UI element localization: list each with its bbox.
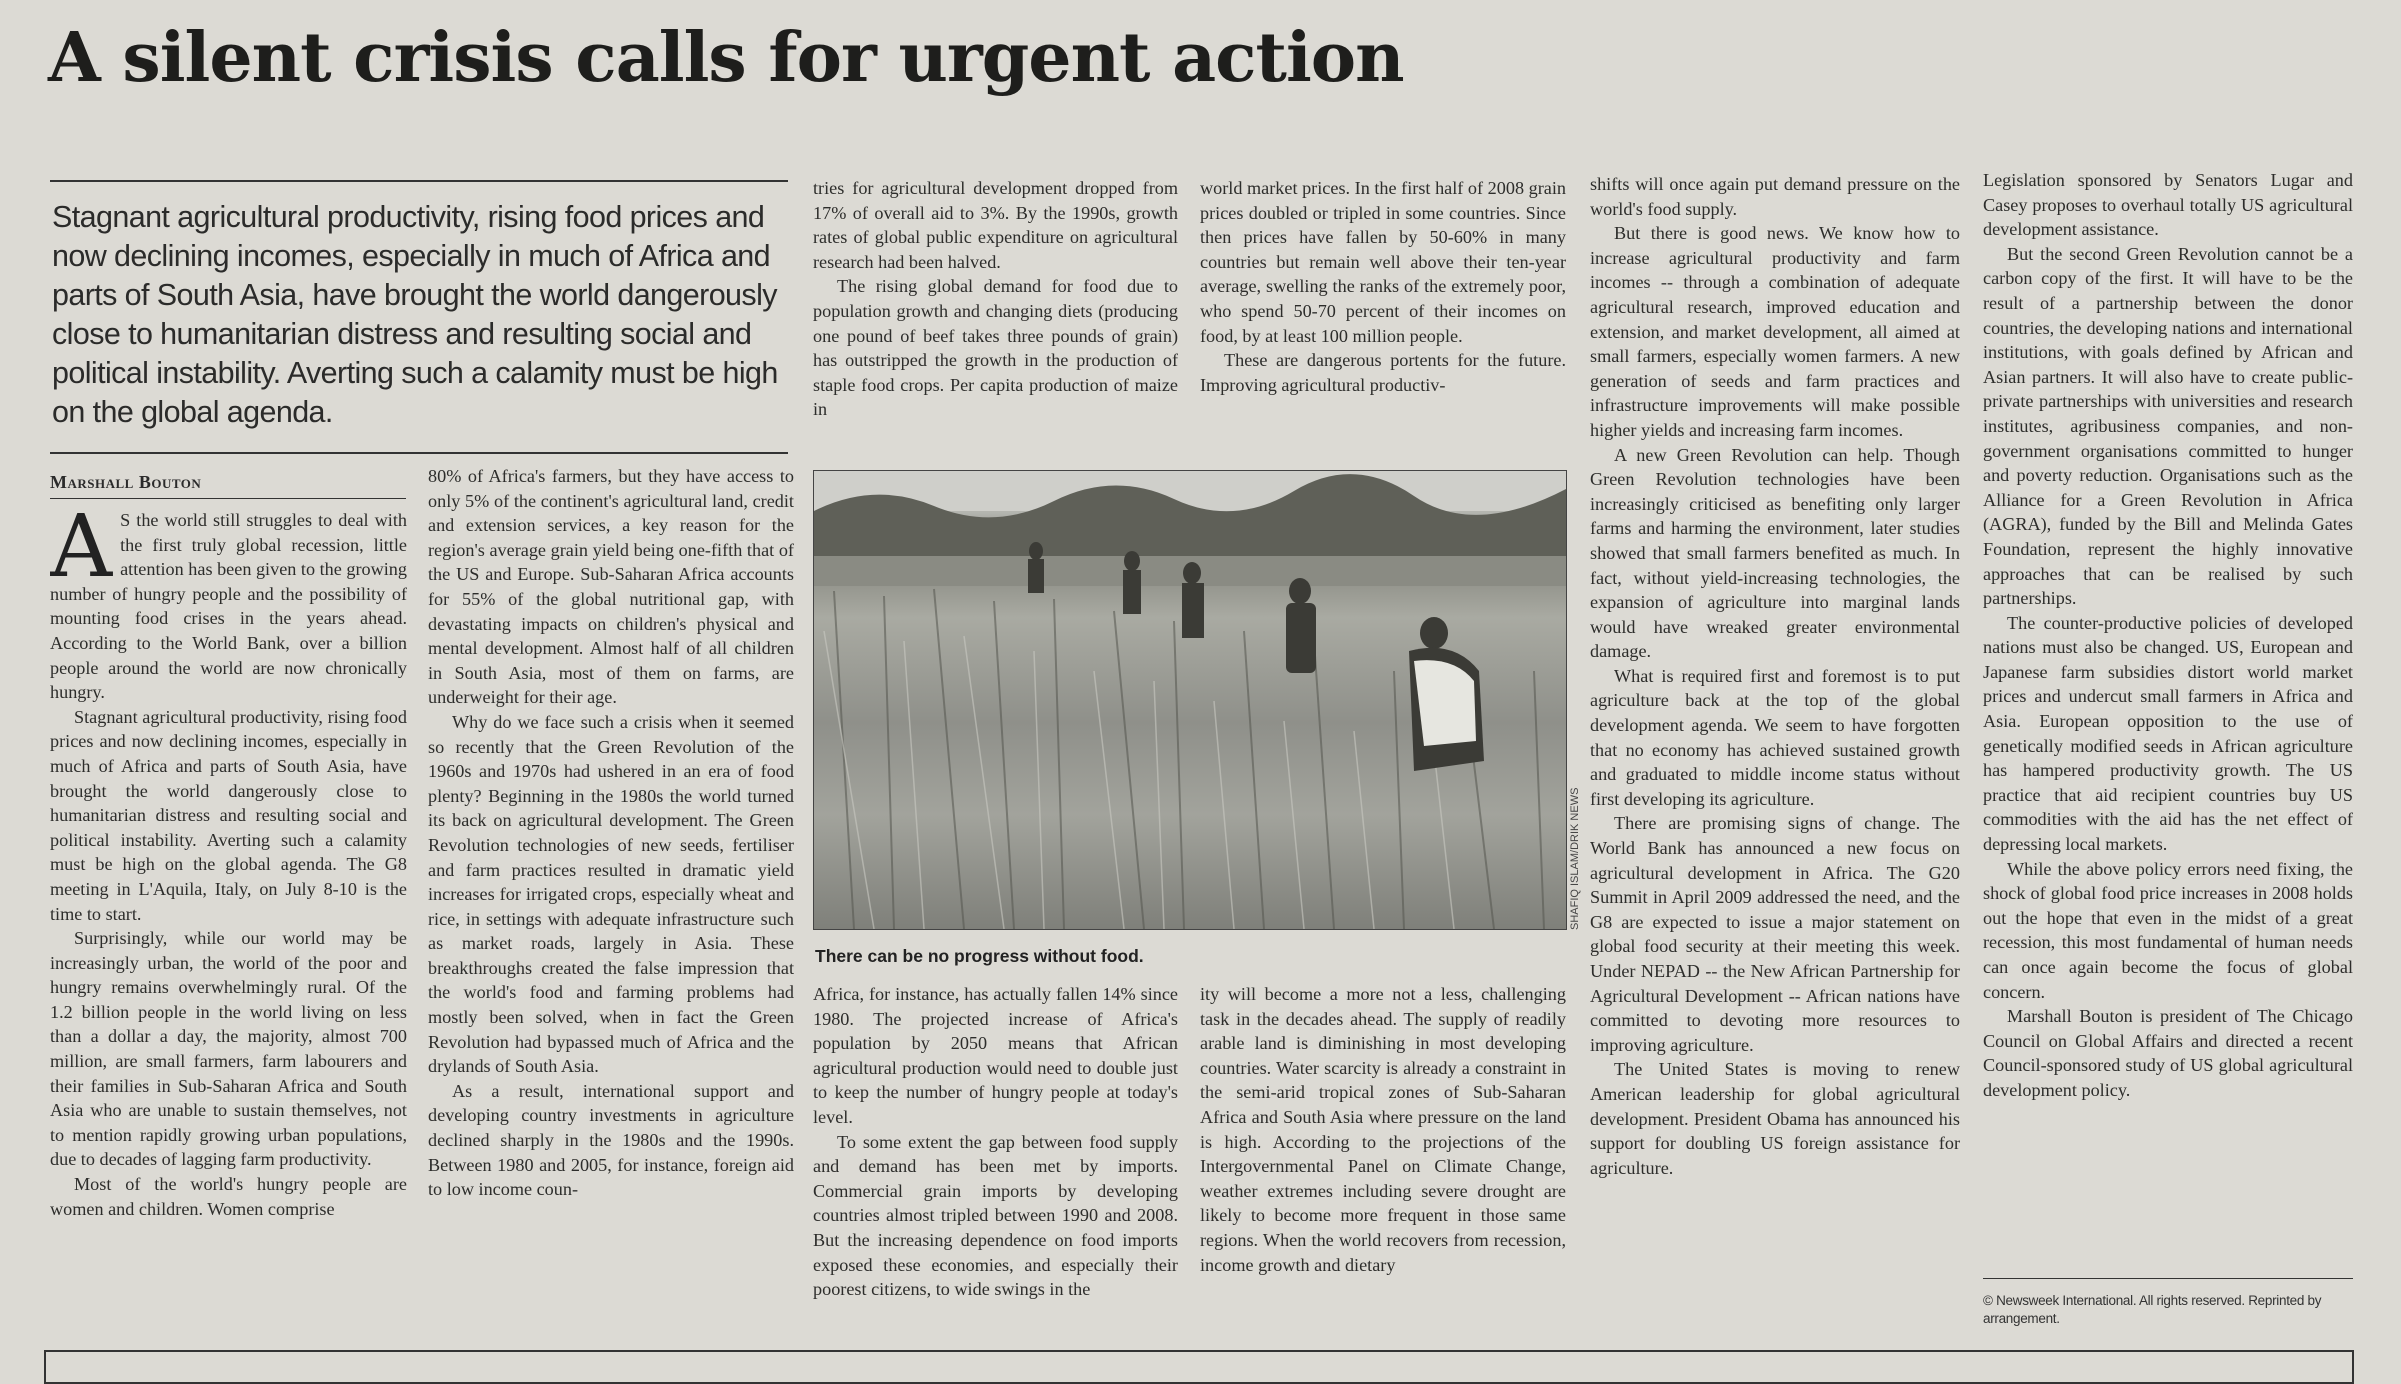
column-3-top — [813, 176, 1178, 452]
headline: A silent crisis calls for urgent action — [48, 18, 1404, 98]
standfirst: Stagnant agricultural productivity, rising food prices and now declining incomes, especially in much of Africa and parts of South Asia, have brought the world dangerously close to humanitarian distress and resulting social and political instability. Averting such a calamity must be high on the global agenda. — [52, 200, 778, 429]
paragraph: But the second Green Revolution cannot be a carbon copy of the first. It will have to be the result of a partnership between the donor countries, the developing nations and international institutions, with goals defined by African and Asian partners. It will also have to create public-private partnerships with universities and research institutes, agribusiness companies, and non-government organisations committed to hunger and poverty reduction. Organisations such as the Alliance for a Green Revolution in Africa (AGRA), funded by the Bill and Melinda Gates Foundation, represent the highly innovative approaches that can be realised by such partnerships. — [1983, 243, 2353, 609]
column-2 — [428, 464, 794, 1340]
bottom-border-box — [44, 1350, 2354, 1384]
byline-rule — [50, 498, 406, 499]
paragraph: The rising global demand for food due to population growth and changing diets (producing one pound of beef takes three pounds of grain) has outstripped the growth in the production of staple food crops. Per capita production of maize in — [813, 276, 1178, 420]
column-4-top — [1200, 176, 1566, 452]
paragraph: ity will become a more not a less, challenging task in the decades ahead. The supply of readily arable land is diminishing in most developing countries. Water scarcity is already a constraint in the semi-arid tropical zones of Sub-Saharan Africa and South Asia where pressure on the land is high. According to the projections of the Intergovernmental Panel on Climate Change, weather extremes including severe drought are likely to become more frequent in those same regions. When the world recovers from recession, income growth and dietary — [1200, 984, 1566, 1275]
byline: Marshall Bouton — [50, 472, 202, 492]
column-5 — [1590, 172, 1960, 1340]
rice-harvest-photo — [814, 471, 1566, 929]
paragraph: 80% of Africa's farmers, but they have access to only 5% of the continent's agricultural land, credit and extension services, a key reason for the region's average grain yield being one-fifth that of the US and Europe. Sub-Saharan Africa accounts for 55% of the global nutritional gap, with devastating impacts on children's physical and mental development. Almost half of all children in South Asia, most of them on farms, are underweight for their age. — [428, 466, 794, 708]
drop-cap: A — [50, 508, 113, 597]
paragraph: Africa, for instance, has actually fallen 14% since 1980. The projected increase of Africa's population by 2050 means that African agricultural production would need to double just to keep the number of hungry people at today's level. — [813, 984, 1178, 1127]
paragraph: Marshall Bouton is president of The Chicago Council on Global Affairs and directed a recent Council-sponsored study of US global agricultural development policy. — [1983, 1006, 2353, 1100]
column-4-bottom — [1200, 982, 1566, 1340]
standfirst-top-rule — [50, 180, 788, 182]
paragraph: tries for agricultural development dropped from 17% of overall aid to 3%. By the 1990s, growth rates of global public expenditure on agricultural research had been halved. — [813, 178, 1178, 272]
paragraph: A new Green Revolution can help. Though Green Revolution technologies have been increasingly criticised as benefiting only larger farms and harming the environment, later studies showed that small farmers benefited as much. In fact, without yield-increasing technologies, the expansion of agriculture into marginal lands would have wreaked greater environmental damage. — [1590, 444, 1960, 662]
photo-caption: There can be no progress without food. — [815, 946, 1144, 966]
column-6 — [1983, 168, 2353, 1272]
standfirst-bottom-rule — [50, 452, 788, 454]
news-photo — [813, 470, 1567, 930]
paragraph: There are promising signs of change. The World Bank has announced a new focus on agricultural development in Africa. The G20 Summit in April 2009 addressed the need, and the G8 are expected to issue a major statement on global food security at their meeting this week. Under NEPAD -- the New African Partnership for Agricultural Development -- African nations have committed to devoting more resources to improving agriculture. — [1590, 813, 1960, 1055]
paragraph: Most of the world's hungry people are women and children. Women comprise — [50, 1174, 407, 1219]
column-3-bottom — [813, 982, 1178, 1340]
paragraph: Legislation sponsored by Senators Lugar and Casey proposes to overhaul totally US agricultural development assistance. — [1983, 170, 2353, 240]
paragraph: These are dangerous portents for the future. Improving agricultural productiv- — [1200, 350, 1566, 395]
paragraph: Stagnant agricultural productivity, rising food prices and now declining incomes, especially in much of Africa and parts of South Asia, have brought the world dangerously close to humanitarian distress and resulting social and political instability. Averting such a calamity must be high on the global agenda. The G8 meeting in L'Aquila, Italy, on July 8-10 is the time to start. — [50, 706, 407, 924]
paragraph: To some extent the gap between food supply and demand has been met by imports. Commercial grain imports by developing countries almost tripled between 1990 and 2008. But the increasing dependence on food imports exposed these economies, and especially their poorest citizens, to wide swings in the — [813, 1131, 1178, 1300]
paragraph — [50, 508, 407, 705]
copyright-notice: © Newsweek International. All rights reserved. Reprinted by arrangement. — [1983, 1293, 2322, 1326]
paragraph: But there is good news. We know how to increase agricultural productivity and farm incomes -- through a combination of adequate agricultural research, improved education and extension, and market development, all aimed at small farmers, especially women farmers. A new generation of seeds and farm practices and infrastructure improvements will make possible higher yields and increasing farm incomes. — [1590, 223, 1960, 440]
paragraph: Why do we face such a crisis when it seemed so recently that the Green Revolution of the 1960s and 1970s had ushered in an era of food plenty? Beginning in the 1980s the world turned its back on agricultural development. The Green Revolution technologies of new seeds, fertiliser and farm practices resulted in dramatic yield increases for irrigated crops, especially wheat and rice, in settings with adequate infrastructure such as market roads, largely in Asia. These breakthroughs created the false impression that the world's food and farming problems had mostly been solved, when in fact the Green Revolution had bypassed much of Africa and the drylands of South Asia. — [428, 711, 794, 1077]
paragraph: Surprisingly, while our world may be increasingly urban, the world of the poor and hungry remains overwhelmingly rural. Of the 1.2 billion people in the world living on less than a dollar a day, the majority, almost 700 million, are small farmers, farm labourers and their families in Sub-Saharan Africa and South Asia who are unable to sustain themselves, not to mention rapidly growing urban populations, due to decades of lagging farm productivity. — [50, 928, 407, 1170]
paragraph: shifts will once again put demand pressure on the world's food supply. — [1590, 174, 1960, 219]
copyright-rule — [1983, 1278, 2353, 1279]
paragraph-text: S the world still struggles to deal with the first truly global recession, little attention has been given to the growing number of hungry people and the possibility of mounting food crises in the years ahead. According to the World Bank, over a billion people around the world are now chronically hungry. — [50, 510, 407, 703]
paragraph: The United States is moving to renew American leadership for global agricultural development. President Obama has announced his support for doubling US foreign assistance for agriculture. — [1590, 1059, 1960, 1178]
paragraph: The counter-productive policies of developed nations must also be changed. US, European and Japanese farm subsidies distort world market prices and undercut small farmers in Africa and Asia. European opposition to the use of genetically modified seeds in African agriculture has hampered productivity growth. The US practice that aid recipient countries buy US commodities with the aid has the net effect of depressing local markets. — [1983, 612, 2353, 855]
paragraph: As a result, international support and developing country investments in agriculture declined sharply in the 1980s and the 1990s. Between 1980 and 2005, for instance, foreign aid to low income coun- — [428, 1080, 794, 1200]
paragraph: world market prices. In the first half of 2008 grain prices doubled or tripled in some countries. Since then prices have fallen by 50-60% in many countries but remain well above their ten-year average, swelling the ranks of the extremely poor, who spend 50-70 percent of their incomes on food, by at least 100 million people. — [1200, 178, 1566, 346]
paragraph: What is required first and foremost is to put agriculture back at the top of the global development agenda. We seem to have forgotten that no economy has achieved sustained growth and graduated to middle income status without first developing its agriculture. — [1590, 665, 1960, 809]
photo-credit: SHAFIQ ISLAM/DRIK NEWS — [1569, 787, 1581, 930]
paragraph: While the above policy errors need fixing, the shock of global food price increases in 2008 holds out the hope that even in the midst of a great recession, this most fundamental of human needs can once again become the focus of global concern. — [1983, 858, 2353, 1002]
column-1 — [50, 508, 407, 1340]
